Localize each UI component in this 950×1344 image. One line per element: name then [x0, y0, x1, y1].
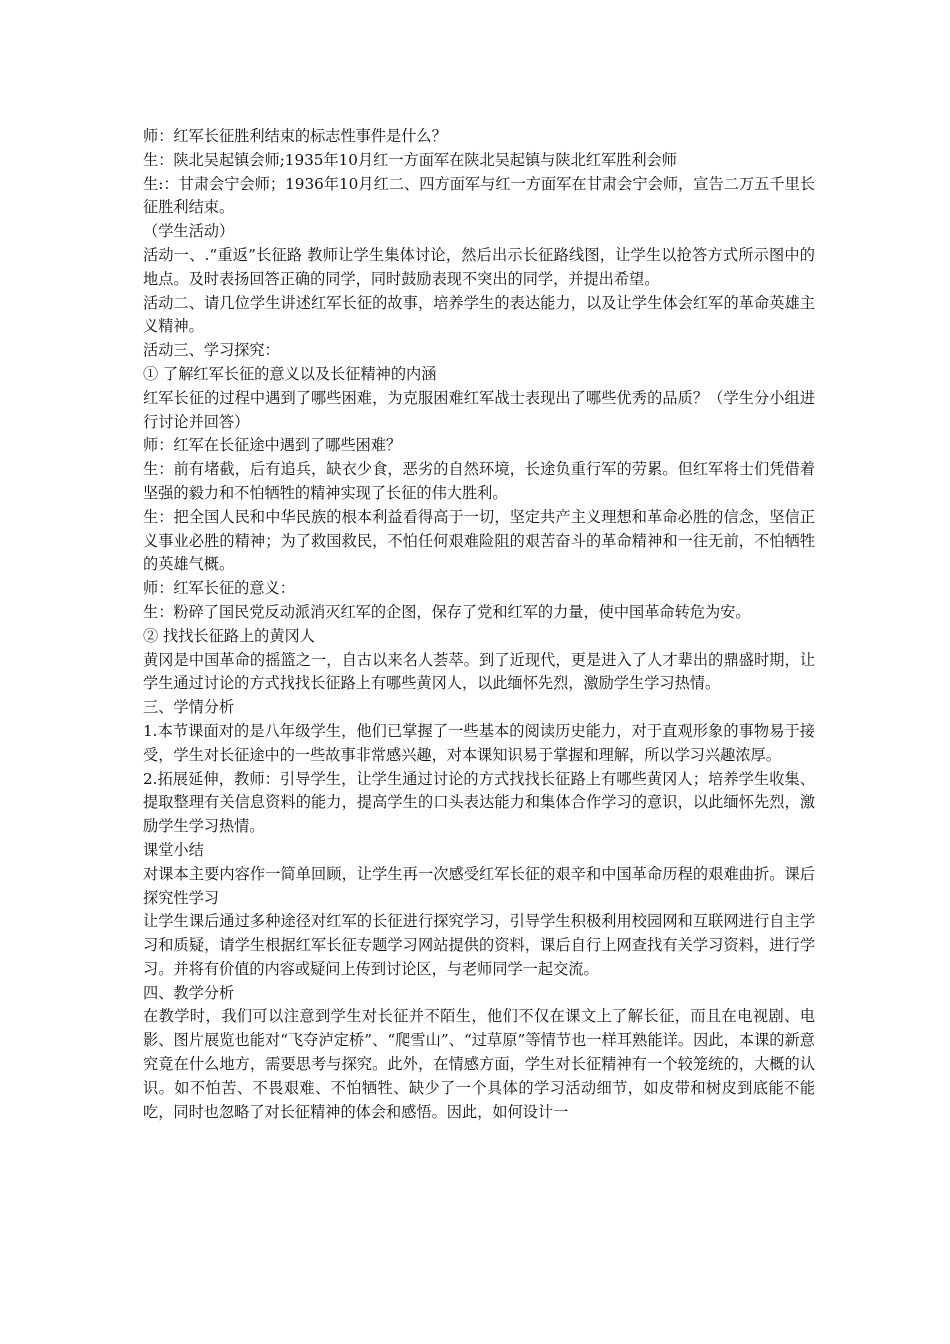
paragraph-teaching-analysis: 在教学时，我们可以注意到学生对长征并不陌生，他们不仅在课文上了解长征，而且在电视剧、电影、图片展览也能对“飞夺泸定桥”、“爬雪山”、“过草原”等情节也一样耳熟能详。因此，本课的新意究竟在什么地方，需要思考与探究。此外，在情感方面，学生对长征精神有一个较笼统的，大概的认识。如不怕苦、不畏艰难、不怕牺牲、缺少了一个具体的学习活动细节，如皮带和树皮到底能不能吃，同时也忽略了对长征精神的体会和感悟。因此，如何设计一 — [143, 1007, 815, 1121]
paragraph-student-activity-heading: （学生活动） — [143, 222, 235, 241]
paragraph-item-two: ② 找找长征路上的黄冈人 — [143, 626, 315, 645]
paragraph-activity-two: 活动二、请几位学生讲述红军长征的故事，培养学生的表达能力，以及让学生体会红军的革命英雄主义精神。 — [143, 293, 815, 336]
paragraph-item-one: ① 了解红军长征的意义以及长征精神的内涵 — [143, 364, 437, 383]
paragraph-huanggang: 黄冈是中国革命的摇篮之一，自古以来名人荟萃。到了近现代，更是进入了人才辈出的鼎盛时期，让学生通过讨论的方式找找长征路上有哪些黄冈人，以此缅怀先烈，激励学生学习热情。 — [143, 650, 815, 693]
paragraph-teacher-significance: 师：红军长征的意义： — [143, 579, 295, 598]
paragraph-student-difficulties: 生：前有堵截，后有追兵，缺衣少食，恶劣的自然环境，长途负重行军的劳累。但红军将士们凭借着坚强的毅力和不怕牺牲的精神实现了长征的伟大胜利。 — [143, 460, 815, 502]
paragraph-activity-one: 活动一、.“重返”长征路 教师让学生集体讨论，然后出示长征路线图，让学生以抢答方式所示图中的地点。及时表扬回答正确的同学，同时鼓励表现不突出的同学，并提出希望。 — [143, 245, 815, 288]
paragraph-section-three-heading: 三、学情分析 — [143, 698, 235, 717]
paragraph-wuqi-meeting: 生：陕北吴起镇会师;1935年10月红一方面军在陕北吴起镇与陕北红军胜利会师 — [143, 150, 677, 169]
paragraph-teacher-difficulties: 师：红军在长征途中遇到了哪些困难？ — [143, 436, 402, 455]
paragraph-activity-three: 活动三、学习探究： — [143, 341, 280, 360]
paragraph-summary: 对课本主要内容作一简单回顾，让学生再一次感受红军长征的艰辛和中国革命历程的艰难曲折。课后探究性学习 — [143, 864, 815, 907]
paragraph-student-spirit: 生：把全国人民和中华民族的根本利益看得高于一切，坚定共产主义理想和革命必胜的信念，坚信正义事业必胜的精神；为了救国救民，不怕任何艰难险阻的艰苦奋斗的革命精神和一往无前，不怕牺牲的英雄气概。 — [143, 507, 815, 574]
paragraph-analysis-one: 1.本节课面对的是八年级学生，他们已掌握了一些基本的阅读历史能力，对于直观形象的事物易于接受，学生对长征途中的一些故事非常感兴趣，对本课知识易于掌握和理解，所以学习兴趣浓厚。 — [143, 721, 815, 764]
paragraph-huining-meeting: 生:：甘肃会宁会师；1936年10月红二、四方面军与红一方面军在甘肃会宁会师，宣告二万五千里长征胜利结束。 — [143, 174, 815, 217]
paragraph-difficulties-question: 红军长征的过程中遇到了哪些困难，为克服困难红军战士表现出了哪些优秀的品质？（学生分小组进行讨论并回答） — [143, 388, 815, 431]
paragraph-student-significance: 生：粉碎了国民党反动派消灭红军的企图，保存了党和红军的力量，使中国革命转危为安。 — [143, 602, 751, 621]
paragraph-question-end-event: 师：红军长征胜利结束的标志性事件是什么？ — [143, 127, 447, 145]
paragraph-analysis-two: 2.拓展延伸，教师：引导学生，让学生通过讨论的方式找找长征路上有哪些黄冈人；培养学生收集、提取整理有关信息资料的能力，提高学生的口头表达能力和集体合作学习的意识，以此缅怀先烈，激励学生学习热情。 — [143, 769, 815, 836]
paragraph-after-class: 让学生课后通过多种途径对红军的长征进行探究学习，引导学生积极利用校园网和互联网进行自主学习和质疑，请学生根据红军长征专题学习网站提供的资料，课后自行上网查找有关学习资料，进行学习。并将有价值的内容或疑问上传到讨论区，与老师同学一起交流。 — [143, 912, 815, 978]
document-body — [143, 125, 815, 1124]
paragraph-summary-heading: 课堂小结 — [143, 840, 204, 859]
paragraph-section-four-heading: 四、教学分析 — [143, 983, 235, 1002]
